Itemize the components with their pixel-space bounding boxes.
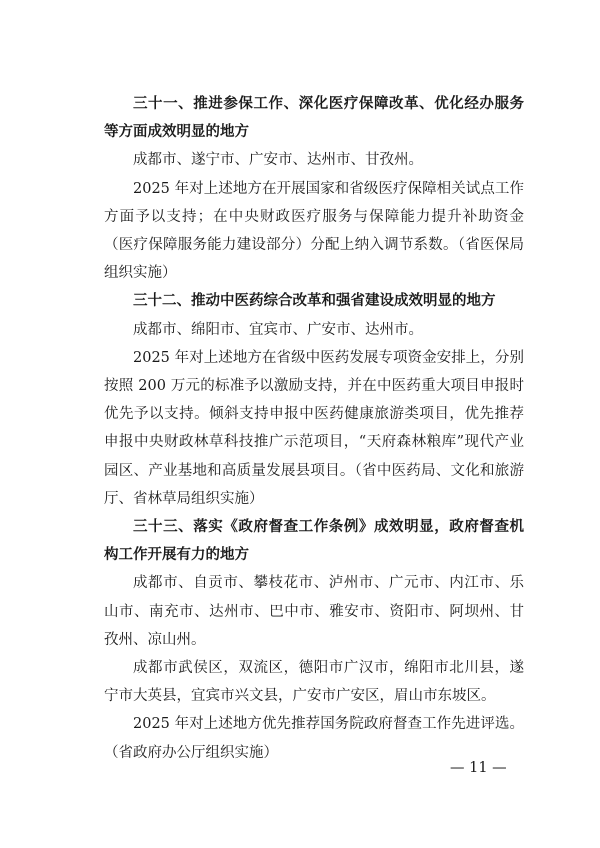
page-number: — 11 — — [450, 760, 507, 776]
section-heading-31: 三十一、推进参保工作、深化医疗保障改革、优化经办服务等方面成效明显的地方 — [104, 96, 524, 141]
section-heading-32: 三十二、推动中医药综合改革和强省建设成效明显的地方 — [133, 293, 496, 310]
document-body — [104, 90, 524, 767]
section-heading-33: 三十三、落实《政府督查工作条例》成效明显，政府督查机构工作开展有力的地方 — [104, 519, 524, 564]
section-32-regions: 成都市、绵阳市、宜宾市、广安市、达州市。 — [133, 321, 423, 338]
section-33-measures: 2025 年对上述地方优先推荐国务院政府督查工作先进评选。（省政府办公厅组织实施） — [104, 716, 524, 761]
section-33-districts: 成都市武侯区，双流区，德阳市广汉市，绵阳市北川县，遂宁市大英县，宜宾市兴文县，广安市广安区，眉山市东坡区。 — [104, 660, 524, 705]
section-32-measures: 2025 年对上述地方在省级中医药发展专项资金安排上，分别按照 200 万元的标准予以激励支持，并在中医药重大项目申报时优先予以支持。倾斜支持申报中医药健康旅游类项目，优先推荐申报中央财政林草科技推广示范项目，“天府森林粮库”现代产业园区、产业基地和高质量发展县项目。（省中医药局、文化和旅游厅、省林草局组织实施） — [104, 349, 524, 507]
section-31-measures: 2025 年对上述地方在开展国家和省级医疗保障相关试点工作方面予以支持；在中央财政医疗服务与保障能力提升补助资金（医疗保障服务能力建设部分）分配上纳入调节系数。（省医保局组织实施） — [104, 180, 524, 282]
section-31-regions: 成都市、遂宁市、广安市、达州市、甘孜州。 — [133, 152, 423, 169]
section-33-cities: 成都市、自贡市、攀枝花市、泸州市、广元市、内江市、乐山市、南充市、达州市、巴中市、雅安市、资阳市、阿坝州、甘孜州、凉山州。 — [104, 575, 524, 648]
